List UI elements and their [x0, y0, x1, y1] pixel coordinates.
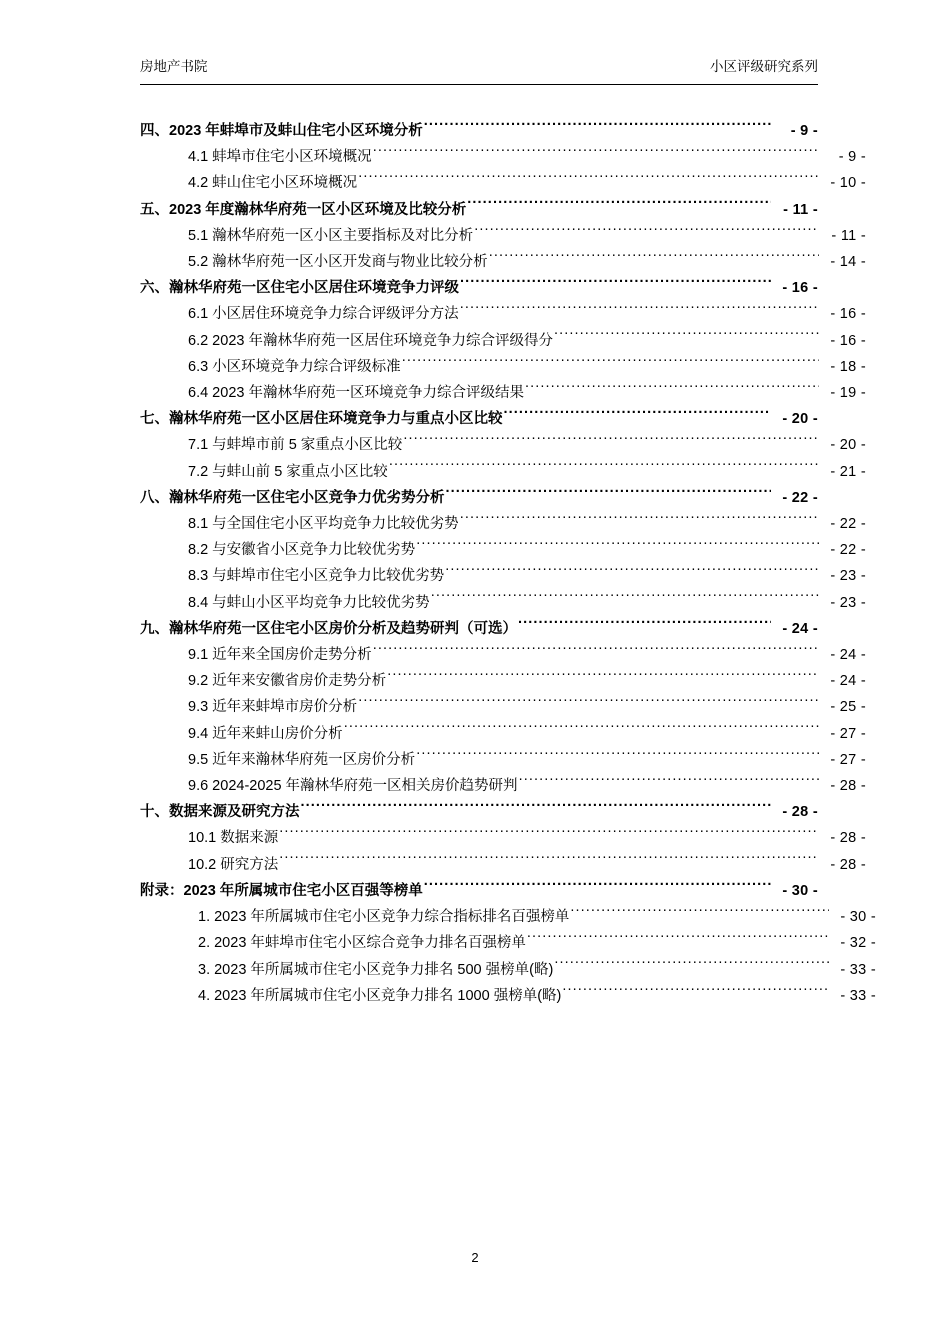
- toc-entry-page: - 28 -: [782, 804, 818, 821]
- toc-entry[interactable]: [140, 223, 866, 249]
- toc-entry[interactable]: [140, 432, 866, 458]
- toc-entry-label: 9.6 2024-2025 年瀚林华府苑一区相关房价趋势研判: [188, 778, 518, 795]
- toc-entry[interactable]: [140, 354, 866, 380]
- toc-entry[interactable]: [140, 197, 818, 223]
- toc-entry[interactable]: [140, 563, 866, 589]
- toc-leader-dots: [460, 304, 819, 318]
- toc-entry-label: 7.2 与蚌山前 5 家重点小区比较: [188, 463, 388, 480]
- toc-entry[interactable]: [140, 249, 866, 275]
- toc-entry-page: - 9 -: [838, 149, 866, 166]
- toc-entry[interactable]: [140, 616, 818, 642]
- toc-entry[interactable]: [140, 668, 866, 694]
- toc-entry[interactable]: [140, 380, 866, 406]
- toc-leader-dots: [527, 933, 829, 947]
- toc-entry-label: 5.1 瀚林华府苑一区小区主要指标及对比分析: [188, 227, 474, 244]
- toc-entry-label: 9.3 近年来蚌埠市房价分析: [188, 699, 358, 716]
- toc-entry-page: - 27 -: [830, 751, 866, 768]
- toc-entry-label: 3. 2023 年所属城市住宅小区竞争力排名 500 强榜单(略): [198, 961, 554, 978]
- toc-entry[interactable]: [140, 904, 876, 930]
- toc-entry-label: 六、瀚林华府苑一区住宅小区居住环境竞争力评级: [140, 280, 459, 297]
- toc-leader-dots: [301, 802, 772, 816]
- toc-entry-label: 8.3 与蚌埠市住宅小区竞争力比较优劣势: [188, 568, 445, 585]
- toc-entry-page: - 11 -: [831, 227, 866, 244]
- page-number: 2: [471, 1250, 479, 1265]
- toc-entry-label: 6.4 2023 年瀚林华府苑一区环境竞争力综合评级结果: [188, 385, 524, 402]
- toc-leader-dots: [467, 200, 771, 214]
- toc-entry-page: - 24 -: [830, 673, 866, 690]
- toc-entry-page: - 33 -: [840, 961, 876, 978]
- toc-leader-dots: [279, 828, 819, 842]
- toc-entry-label: 9.1 近年来全国房价走势分析: [188, 647, 372, 664]
- toc-entry-label: 9.5 近年来瀚林华府苑一区房价分析: [188, 751, 416, 768]
- toc-entry-page: - 18 -: [830, 358, 866, 375]
- toc-entry-page: - 20 -: [830, 437, 866, 454]
- toc-leader-dots: [518, 619, 771, 633]
- toc-leader-dots: [460, 514, 819, 528]
- toc-leader-dots: [424, 881, 771, 895]
- toc-leader-dots: [402, 357, 819, 371]
- toc-leader-dots: [446, 488, 772, 502]
- toc-entry-label: 九、瀚林华府苑一区住宅小区房价分析及趋势研判（可选）: [140, 620, 517, 637]
- toc-entry-label: 6.3 小区环境竞争力综合评级标准: [188, 358, 401, 375]
- toc-leader-dots: [445, 566, 819, 580]
- toc-entry-label: 1. 2023 年所属城市住宅小区竞争力综合指标排名百强榜单: [198, 909, 570, 926]
- toc-leader-dots: [431, 593, 819, 607]
- toc-entry[interactable]: [140, 118, 818, 144]
- toc-entry-label: 9.2 近年来安徽省房价走势分析: [188, 673, 387, 690]
- toc-entry-label: 5.2 瀚林华府苑一区小区开发商与物业比较分析: [188, 254, 488, 271]
- toc-entry-page: - 32 -: [840, 935, 876, 952]
- toc-entry-label: 五、2023 年度瀚林华府苑一区小区环境及比较分析: [140, 201, 467, 218]
- toc-leader-dots: [504, 409, 772, 423]
- toc-entry-page: - 23 -: [830, 568, 866, 585]
- toc-entry-page: - 11 -: [783, 201, 818, 218]
- header-divider: [140, 84, 818, 85]
- toc-entry-label: 4. 2023 年所属城市住宅小区竞争力排名 1000 强榜单(略): [198, 987, 562, 1004]
- toc-entry-label: 2. 2023 年蚌埠市住宅小区综合竞争力排名百强榜单: [198, 935, 526, 952]
- toc-leader-dots: [279, 855, 819, 869]
- toc-entry[interactable]: [140, 694, 866, 720]
- toc-entry-page: - 23 -: [830, 594, 866, 611]
- toc-leader-dots: [387, 671, 819, 685]
- toc-leader-dots: [373, 645, 819, 659]
- toc-entry[interactable]: [140, 747, 866, 773]
- toc-entry[interactable]: [140, 537, 866, 563]
- page-header: [140, 58, 818, 76]
- toc-entry-page: - 33 -: [840, 987, 876, 1004]
- toc-entry[interactable]: [140, 170, 866, 196]
- toc-leader-dots: [389, 462, 819, 476]
- toc-entry-page: - 30 -: [782, 882, 818, 899]
- toc-entry[interactable]: [140, 825, 866, 851]
- toc-leader-dots: [416, 540, 819, 554]
- toc-entry-page: - 28 -: [830, 830, 866, 847]
- toc-entry-label: 八、瀚林华府苑一区住宅小区竞争力优劣势分析: [140, 489, 445, 506]
- toc-entry-page: - 28 -: [830, 856, 866, 873]
- toc-entry[interactable]: [140, 773, 866, 799]
- toc-entry-page: - 30 -: [840, 909, 876, 926]
- toc-entry-page: - 24 -: [830, 647, 866, 664]
- toc-entry[interactable]: [140, 930, 876, 956]
- header-left-title: 房地产书院: [140, 59, 208, 74]
- toc-entry-label: 4.2 蚌山住宅小区环境概况: [188, 175, 358, 192]
- table-of-contents: [140, 118, 876, 1009]
- toc-leader-dots: [489, 252, 819, 266]
- toc-entry[interactable]: [140, 301, 866, 327]
- toc-leader-dots: [358, 173, 819, 187]
- toc-entry-label: 6.2 2023 年瀚林华府苑一区居住环境竞争力综合评级得分: [188, 332, 553, 349]
- toc-entry-page: - 22 -: [830, 516, 866, 533]
- toc-leader-dots: [460, 278, 771, 292]
- toc-leader-dots: [373, 147, 819, 161]
- toc-entry-page: - 10 -: [830, 175, 866, 192]
- header-right-title: 小区评级研究系列: [710, 59, 818, 74]
- toc-entry[interactable]: [140, 485, 818, 511]
- toc-entry-label: 6.1 小区居住环境竞争力综合评级评分方法: [188, 306, 459, 323]
- toc-leader-dots: [554, 331, 819, 345]
- toc-entry-page: - 21 -: [830, 463, 866, 480]
- toc-leader-dots: [403, 435, 819, 449]
- toc-entry-label: 十、数据来源及研究方法: [140, 804, 300, 821]
- toc-entry[interactable]: [140, 275, 818, 301]
- toc-entry[interactable]: [140, 642, 866, 668]
- toc-entry[interactable]: [140, 459, 866, 485]
- toc-leader-dots: [358, 697, 819, 711]
- toc-leader-dots: [570, 907, 829, 921]
- toc-entry[interactable]: [140, 799, 818, 825]
- toc-entry-page: - 16 -: [830, 306, 866, 323]
- toc-leader-dots: [562, 986, 829, 1000]
- toc-entry-page: - 19 -: [830, 385, 866, 402]
- toc-entry-page: - 22 -: [782, 489, 818, 506]
- toc-leader-dots: [554, 960, 829, 974]
- toc-leader-dots: [416, 750, 819, 764]
- toc-entry-page: - 22 -: [830, 542, 866, 559]
- toc-entry-page: - 28 -: [830, 778, 866, 795]
- toc-entry[interactable]: [140, 406, 818, 432]
- toc-entry-label: 附录：2023 年所属城市住宅小区百强等榜单: [140, 882, 423, 899]
- toc-leader-dots: [424, 121, 771, 135]
- toc-entry[interactable]: [140, 590, 866, 616]
- toc-entry[interactable]: [140, 144, 866, 170]
- toc-entry[interactable]: [140, 328, 866, 354]
- toc-entry-page: - 27 -: [830, 725, 866, 742]
- toc-entry-page: - 24 -: [782, 620, 818, 637]
- toc-entry-page: - 16 -: [830, 332, 866, 349]
- toc-entry-label: 8.4 与蚌山小区平均竞争力比较优劣势: [188, 594, 430, 611]
- toc-entry-page: - 14 -: [830, 254, 866, 271]
- toc-entry[interactable]: [140, 983, 876, 1009]
- toc-entry-page: - 16 -: [782, 280, 818, 297]
- toc-entry-label: 4.1 蚌埠市住宅小区环境概况: [188, 149, 372, 166]
- toc-leader-dots: [525, 383, 819, 397]
- toc-leader-dots: [519, 776, 819, 790]
- toc-entry[interactable]: [140, 957, 876, 983]
- toc-entry-label: 8.1 与全国住宅小区平均竞争力比较优劣势: [188, 516, 459, 533]
- toc-entry-page: - 20 -: [782, 411, 818, 428]
- toc-entry-label: 七、瀚林华府苑一区小区居住环境竞争力与重点小区比较: [140, 411, 503, 428]
- toc-entry-label: 10.2 研究方法: [188, 856, 279, 873]
- toc-entry[interactable]: [140, 511, 866, 537]
- toc-entry[interactable]: [140, 852, 866, 878]
- toc-entry-label: 8.2 与安徽省小区竞争力比较优劣势: [188, 542, 416, 559]
- toc-leader-dots: [474, 226, 819, 240]
- toc-entry-label: 10.1 数据来源: [188, 830, 279, 847]
- toc-leader-dots: [344, 724, 819, 738]
- toc-entry-label: 7.1 与蚌埠市前 5 家重点小区比较: [188, 437, 403, 454]
- toc-entry-page: - 25 -: [830, 699, 866, 716]
- toc-entry-label: 9.4 近年来蚌山房价分析: [188, 725, 343, 742]
- toc-entry[interactable]: [140, 878, 818, 904]
- toc-entry[interactable]: [140, 721, 866, 747]
- toc-entry-label: 四、2023 年蚌埠市及蚌山住宅小区环境分析: [140, 123, 423, 139]
- toc-entry-page: - 9 -: [790, 123, 818, 139]
